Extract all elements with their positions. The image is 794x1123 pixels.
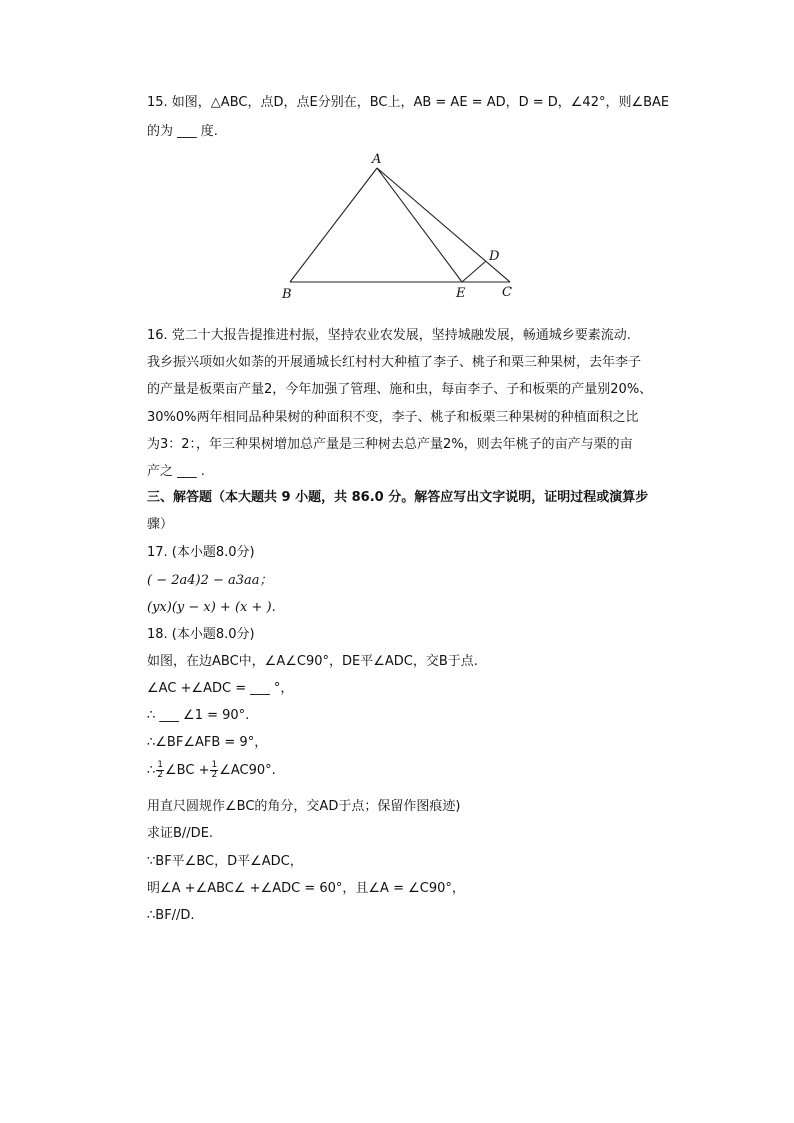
q18-line-2: ∠AC +∠ADC = ___ °，	[147, 681, 294, 696]
therefore-symbol: ∴	[147, 763, 156, 778]
q18-line-4: ∴∠BF∠AFB = 9°，	[147, 735, 268, 750]
q16-line-1: 16. 党二十大报告提推进村振，坚持农业农发展，坚持城融发展，畅通城乡要素流动.	[147, 328, 631, 343]
fraction-denominator: 2	[157, 770, 164, 780]
label-a: A	[372, 152, 382, 167]
section-3-heading-cont: 骤）	[147, 517, 174, 532]
q18-line-10: ∴BF//D.	[147, 908, 195, 923]
q18-line-3: ∴ ___ ∠1 = 90°.	[147, 708, 250, 723]
q16-line-4: 30%0%两年相同品种果树的种面积不变，李子、桃子和板栗三种果树的种植面积之比	[147, 410, 639, 425]
label-d: D	[489, 249, 500, 264]
q17-expression-2: (yx)(y − x) + (x + ).	[147, 600, 276, 615]
section-3-heading: 三、解答题（本大题共 9 小题，共 86.0 分。解答应写出文字说明，证明过程或演算步	[147, 490, 649, 505]
q16-line-5: 为3：2：，年三种果树增加总产量是三种树去总产量2%，则去年桃子的亩产与栗的亩	[147, 437, 633, 452]
q18-line-1: 如图，在边ABC中，∠A∠C90°，DE平∠ADC，交B于点.	[147, 654, 478, 669]
q16-line-2: 我乡振兴项如火如荼的开展通城长红村村大种植了李子、桃子和栗三种果树，去年李子	[147, 355, 642, 370]
segment-ed	[462, 261, 486, 282]
segment-ab	[290, 168, 377, 282]
line-5-middle: ∠BC +	[165, 763, 210, 778]
fraction-half-2	[210, 761, 218, 780]
q18-header: 18. (本小题8.0分)	[147, 627, 255, 642]
q17-header: 17. (本小题8.0分)	[147, 545, 255, 560]
q17-expression-1: ( − 2a4)2 − a3aa；	[147, 573, 273, 588]
triangle-figure	[270, 150, 530, 305]
q18-line-6: 用直尺圆规作∠BC的角分，交AD于点；保留作图痕迹)	[147, 799, 461, 814]
q18-line-8: ∵BF平∠BC，D平∠ADC，	[147, 854, 303, 869]
fraction-half-1	[156, 761, 164, 780]
fraction-numerator: 1	[157, 760, 164, 770]
q15-line-1: 15. 如图，△ABC，点D，点E分别在，BC上，AB = AE = AD，D = D，∠42°，则∠BAE	[147, 95, 670, 110]
q18-line-7: 求证B//DE.	[147, 826, 214, 841]
q18-line-5	[147, 761, 276, 781]
q18-line-9: 明∠A +∠ABC∠ +∠ADC = 60°，且∠A = ∠C90°，	[147, 881, 465, 896]
q16-line-6: 产之 ___ .	[147, 464, 205, 479]
line-5-end: ∠AC90°.	[219, 763, 276, 778]
q15-line-2: 的为 ___ 度.	[147, 124, 218, 139]
fraction-denominator: 2	[211, 770, 218, 780]
label-b: B	[282, 287, 292, 302]
segment-ae	[377, 168, 462, 282]
q16-line-3: 的产量是板栗亩产量2，今年加强了管理、施和虫，每亩李子、子和板栗的产量别20%、	[147, 382, 653, 397]
fraction-numerator: 1	[211, 760, 218, 770]
label-e: E	[456, 286, 466, 301]
label-c: C	[502, 285, 512, 300]
segment-ac	[377, 168, 510, 282]
